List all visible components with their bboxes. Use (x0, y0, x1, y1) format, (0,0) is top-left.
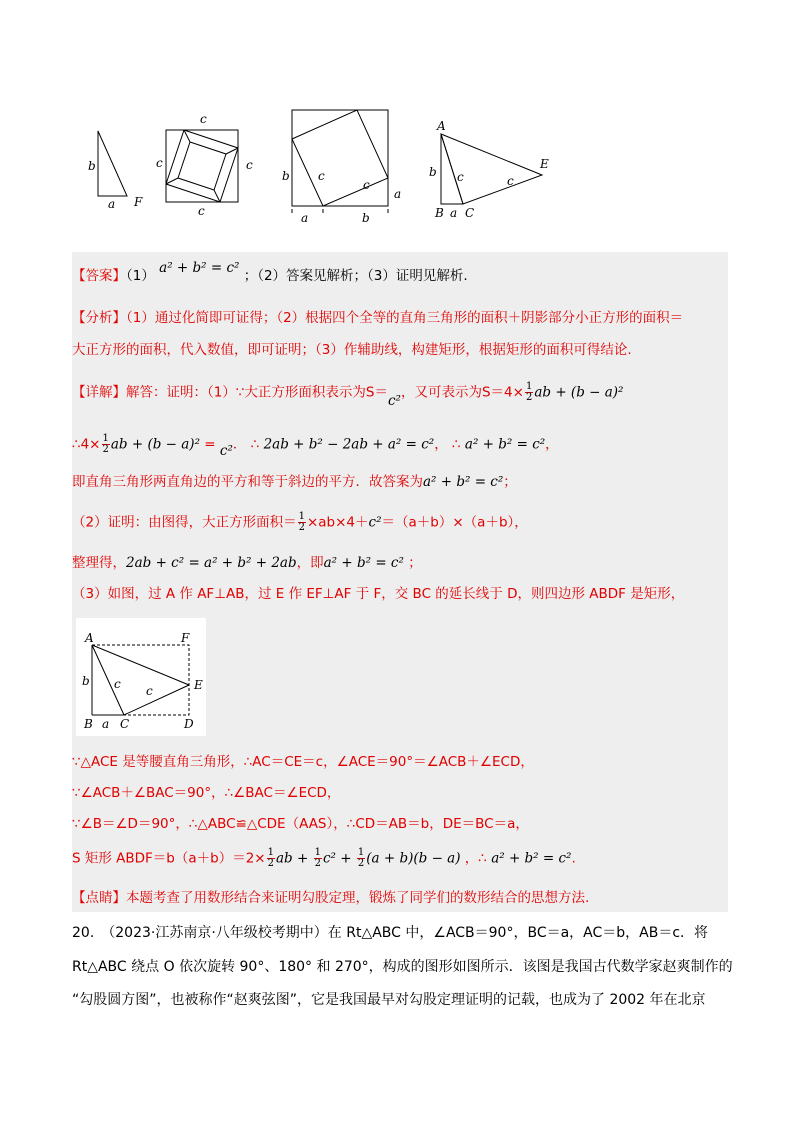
detail-l2-expr: ab + (b − a)² (110, 436, 200, 453)
detail-line9: ∵∠B＝∠D＝90°，∴△ABC≌△CDE（AAS），∴CD＝AB＝b，DE＝BC＝a， (72, 816, 529, 832)
answer-rest: ；（2）答案见解析；（3）证明见解析. (243, 268, 468, 284)
question20-line2: Rt△ABC 绕点 O 依次旋转 90°、180° 和 270°，构成的图形如图所示．该图是我国古代数学家赵爽制作的 (72, 959, 733, 975)
detail-l1-text: 解答：证明：（1）∵大正方形面积表示为S＝ (126, 384, 388, 401)
detail-l3-expr: a² + b² = c² (423, 474, 504, 490)
fig1-label-F: F (134, 195, 143, 209)
detail-line4 (72, 512, 528, 533)
detail-l2-expr2: 2ab + b² − 2ab + a² = c² (263, 436, 435, 453)
fig4-label-b: b (429, 165, 437, 179)
fig5-label-B: B (84, 717, 93, 731)
analysis-text1: （1）通过化简即可证得；（2）根据四个全等的直角三角形的面积＋阴影部分小正方形的面积＝ (126, 310, 684, 326)
detail-l5-end: ； (408, 555, 422, 571)
geometry-figures-svg (80, 105, 560, 230)
fig3-label-a: a (394, 187, 402, 201)
detail-l1-c2: c² (388, 392, 401, 409)
detail-l2-therefore1: ∴ (250, 436, 260, 453)
figure-triangle (88, 131, 143, 211)
fig4-label-C: C (465, 206, 475, 220)
analysis-line2: 大正方形的面积，代入数值，即可证明；（3）作辅助线，构建矩形，根据矩形的面积可得结论. (72, 342, 632, 358)
fig1-label-b: b (88, 159, 96, 173)
fig2-label-left: c (156, 156, 163, 170)
detail-l1-mid: ，又可表示为S＝4× (400, 384, 524, 401)
fig1-label-a: a (108, 197, 116, 211)
question20-line1: 20. （2023·江苏南京·八年级校考期中）在 Rt△ABC 中，∠ACB＝90°，BC＝a，AC＝b，AB＝c．将 (72, 925, 709, 941)
fraction-half: $\frac{1}{2}$ (525, 381, 533, 403)
analysis-tag: 【分析】 (72, 310, 126, 326)
fig5-label-E: E (194, 678, 203, 692)
detail-line1 (72, 381, 624, 409)
detail-l3-text: 即直角三角形两直角边的平方和等于斜边的平方．故答案为 (72, 474, 423, 490)
analysis-line1 (72, 308, 683, 328)
fraction-half: $\frac{1}{2}$ (314, 847, 321, 869)
fig3-label-c2: c (363, 178, 370, 192)
detail-l10-end: . (571, 850, 576, 867)
detail-l2-c2: c² (219, 442, 233, 459)
fig5-label-D: D (184, 717, 194, 731)
detail-l2-start: ∴4× (72, 436, 101, 453)
fig5-label-C: C (120, 717, 130, 731)
detail-l10-c2: c² (322, 850, 336, 867)
question20-line3: “勾股圆方图”，也被称作“赵爽弦图”，它是我国最早对勾股定理证明的记载，也成为了 2002 年在北京 (72, 992, 706, 1008)
fig4-label-c2: c (507, 174, 514, 188)
rectangle-figure-svg (76, 618, 206, 736)
figure-row (80, 105, 560, 230)
detail-l4-c2: c² (368, 514, 382, 531)
fig5-label-b: b (82, 674, 90, 688)
detail-l2-expr3: a² + b² = c² (464, 436, 546, 453)
figure-square-inscribed (156, 112, 253, 218)
detail-l5-mid: ，即 (296, 555, 324, 571)
fraction-half: $\frac{1}{2}$ (357, 847, 365, 869)
answer-line (72, 260, 468, 286)
comment-text: 本题考查了用数形结合来证明勾股定理，锻炼了同学们的数形结合的思想方法. (126, 890, 590, 906)
fig4-label-c1: c (457, 170, 464, 184)
answer-tag: 【答案】 (72, 268, 126, 284)
fig3-label-b: b (282, 169, 290, 183)
figure-rectangle-ABDF (76, 618, 206, 736)
fig5-label-a: a (102, 717, 110, 731)
detail-l10-start: S 矩形 ABDF＝b（a＋b）＝2× (72, 850, 266, 867)
detail-l2-eq: = (200, 436, 220, 453)
detail-line7: ∵△ACE 是等腰直角三角形，∴AC＝CE＝c，∠ACE＝90°＝∠ACB＋∠ECD， (72, 754, 534, 770)
detail-l10-result: a² + b² = c² (491, 850, 572, 867)
detail-l1-expr: ab + (b − a)² (534, 384, 624, 401)
fig5-label-c1: c (114, 677, 121, 691)
detail-l10-therefore: ∴ (478, 850, 487, 867)
fig4-label-A: A (437, 119, 446, 133)
detail-line8: ∵∠ACB＋∠BAC＝90°，∴∠BAC＝∠ECD， (72, 785, 341, 801)
detail-tag: 【详解】 (72, 384, 126, 401)
detail-l5-expr2: a² + b² = c² (323, 555, 404, 571)
fig4-label-E: E (540, 157, 549, 171)
detail-l5-text: 整理得， (72, 555, 126, 571)
detail-line10: S 矩形 ABDF＝b（a＋b）＝2× $\frac{1}{2}$ ab + $\frac{1}{2}$ c² + $\frac{1}{2}$ (a + b)(b − a) ，∴ a² + b² = c². (72, 847, 576, 869)
fig3-label-c1: c (318, 169, 325, 183)
fraction-half: $\frac{1}{2}$ (267, 847, 274, 869)
fraction-half: $\frac{1}{2}$ (298, 511, 305, 533)
fig5-label-A: A (85, 631, 94, 645)
fig3-label-a2: a (301, 211, 309, 225)
detail-l10-plus1: + (292, 850, 313, 867)
fig2-label-bottom: c (198, 204, 205, 218)
comment-line (72, 888, 589, 908)
comment-tag: 【点睛】 (72, 890, 126, 906)
answer-part1: （1） (126, 268, 155, 284)
fraction-half: $\frac{1}{2}$ (102, 433, 109, 455)
fig2-label-right: c (246, 158, 253, 172)
answer-formula: a² + b² = c² (159, 260, 240, 276)
figure-square-rotated (282, 110, 401, 225)
fig2-label-top: c (200, 112, 207, 126)
detail-l3-end: ； (503, 474, 517, 490)
figure-trapezoid (429, 119, 549, 220)
fig3-label-b2: b (362, 211, 370, 225)
detail-line6: （3）如图，过 A 作 AF⊥AB，过 E 作 EF⊥AF 于 F，交 BC 的延长线于 D，则四边形 ABDF 是矩形， (72, 586, 685, 602)
fig5-label-F: F (181, 631, 190, 645)
detail-line5 (72, 553, 422, 573)
detail-l10-expr: (a + b)(b − a) (366, 850, 461, 867)
detail-line2: ∴4× $\frac{1}{2}$ ab + (b − a)² = c²． ∴ 2ab + b² − 2ab + a² = c²， ∴ a² + b² = c²， (72, 433, 559, 459)
detail-l4-end: ＝（a＋b）×（a＋b）， (381, 514, 528, 531)
detail-l5-expr: 2ab + c² = a² + b² + 2ab (126, 555, 297, 571)
fig5-label-c2: c (146, 684, 153, 698)
fig4-label-B: B (435, 206, 444, 220)
detail-l4-mid: ×ab×4＋ (306, 514, 369, 531)
detail-l10-ab: ab (276, 850, 293, 867)
detail-line3 (72, 472, 517, 492)
fig4-label-a: a (450, 206, 458, 220)
detail-l10-plus2: + (335, 850, 356, 867)
detail-l2-therefore2: ∴ (452, 436, 461, 453)
detail-l4-text: （2）证明：由图得，大正方形面积＝ (72, 514, 297, 531)
